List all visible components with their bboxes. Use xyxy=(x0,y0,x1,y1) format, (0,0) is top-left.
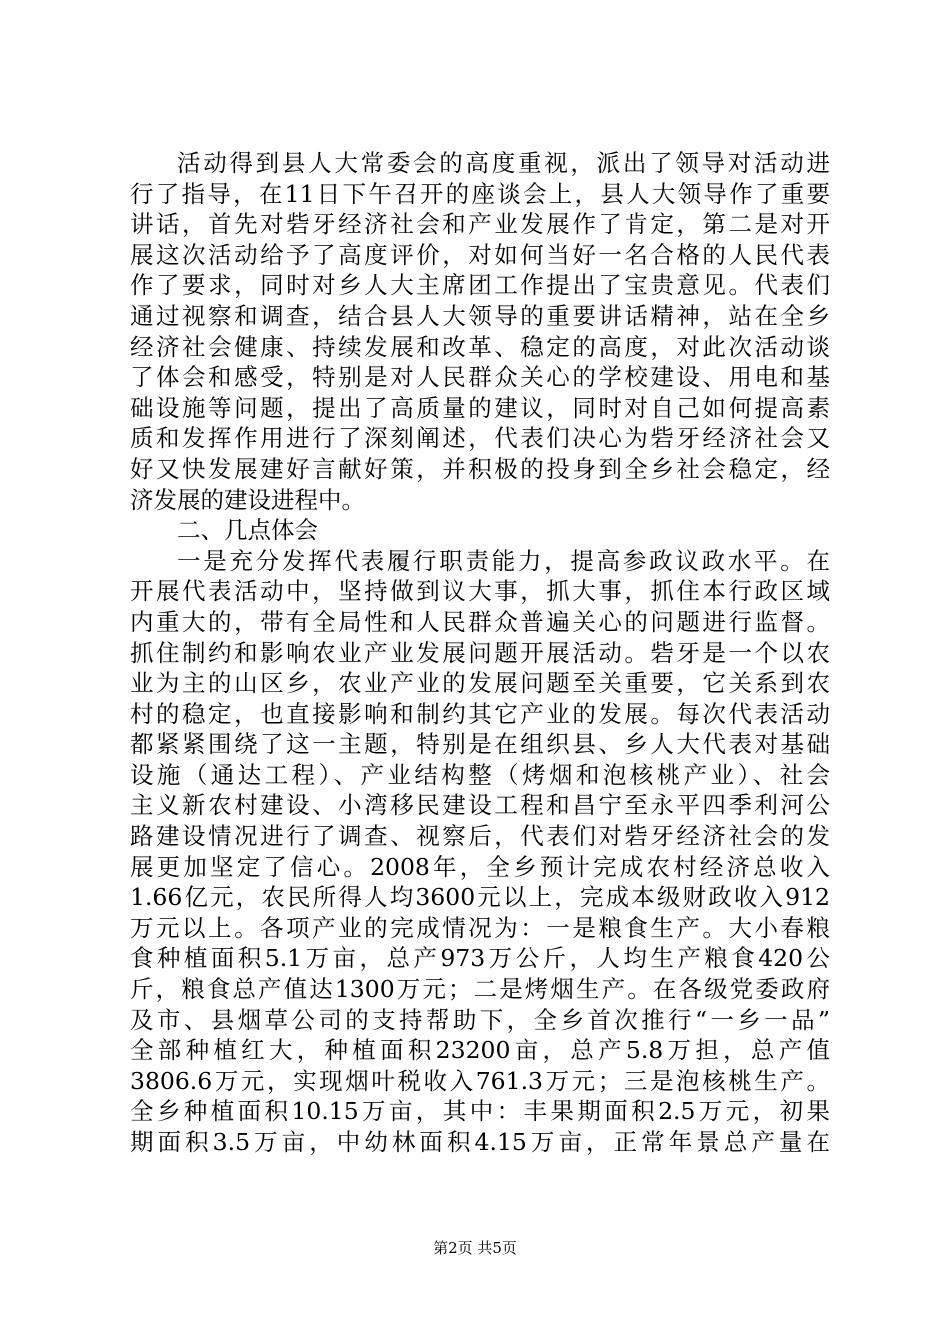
text-line: 1.66亿元，农民所得人均3600元以上，完成本级财政收入912 xyxy=(130,883,830,912)
text-line: 通过视察和调查，结合县人大领导的重要讲话精神，站在全乡 xyxy=(130,301,830,330)
text-line: 设施（通达工程）、产业结构整（烤烟和泡核桃产业）、社会 xyxy=(130,760,830,789)
text-line: 3806.6万元，实现烟叶税收入761.3万元；三是泡核桃生产。 xyxy=(130,1066,830,1095)
text-line: 及市、县烟草公司的支持帮助下，全乡首次推行“一乡一品” xyxy=(130,1005,830,1034)
text-line: 好又快发展建好言献好策，并积极的投身到全乡社会稳定，经 xyxy=(130,454,830,483)
text-line: 都紧紧围绕了这一主题，特别是在组织县、乡人大代表对基础 xyxy=(130,730,830,759)
text-line: 主义新农村建设、小湾移民建设工程和昌宁至永平四季利河公 xyxy=(130,791,830,820)
text-line: 斤，粮食总产值达1300万元；二是烤烟生产。在各级党委政府 xyxy=(130,975,830,1004)
text-line: 作了要求，同时对乡人大主席团工作提出了宝贵意见。代表们 xyxy=(130,271,830,300)
text-line: 了体会和感受，特别是对人民群众关心的学校建设、用电和基 xyxy=(130,363,830,392)
page-number-footer: 第2页 共5页 xyxy=(433,1239,517,1257)
text-line: 讲话，首先对砦牙经济社会和产业发展作了肯定，第二是对开 xyxy=(130,210,830,239)
text-line: 展这次活动给予了高度评价，对如何当好一名合格的人民代表 xyxy=(130,240,830,269)
text-line: 全部种植红大，种植面积23200亩，总产5.8万担，总产值 xyxy=(130,1036,830,1065)
text-line: 一是充分发挥代表履行职责能力，提高参政议政水平。在 xyxy=(177,546,830,575)
text-line: 内重大的，带有全局性和人民群众普遍关心的问题进行监督。 xyxy=(130,607,830,636)
text-line: 业为主的山区乡，农业产业的发展问题至关重要，它关系到农 xyxy=(130,669,830,698)
text-line: 开展代表活动中，坚持做到议大事，抓大事，抓住本行政区域 xyxy=(130,577,830,606)
text-line: 路建设情况进行了调查、视察后，代表们对砦牙经济社会的发 xyxy=(130,822,830,851)
text-line: 活动得到县人大常委会的高度重视，派出了领导对活动进 xyxy=(177,149,830,177)
text-line: 质和发挥作用进行了深刻阐述，代表们决心为砦牙经济社会又 xyxy=(130,424,830,453)
text-line: 展更加坚定了信心。2008年，全乡预计完成农村经济总收入 xyxy=(130,852,830,881)
text-line: 经济社会健康、持续发展和改革、稳定的高度，对此次活动谈 xyxy=(130,332,830,361)
text-line: 村的稳定，也直接影响和制约其它产业的发展。每次代表活动 xyxy=(130,699,830,728)
body-text xyxy=(130,148,830,1158)
text-line: 行了指导，在11日下午召开的座谈会上，县人大领导作了重要 xyxy=(130,179,830,208)
text-line: 食种植面积5.1万亩，总产973万公斤，人均生产粮食420公 xyxy=(130,944,830,973)
text-line: 全乡种植面积10.15万亩，其中：丰果期面积2.5万元，初果 xyxy=(130,1097,830,1126)
text-line: 万元以上。各项产业的完成情况为：一是粮食生产。大小春粮 xyxy=(130,913,830,942)
text-line: 期面积3.5万亩，中幼林面积4.15万亩，正常年景总产量在 xyxy=(130,1128,830,1156)
section-heading: 二、几点体会 xyxy=(177,516,318,545)
text-line: 济发展的建设进程中。 xyxy=(130,485,365,514)
text-line: 抓住制约和影响农业产业发展问题开展活动。砦牙是一个以农 xyxy=(130,638,830,667)
text-line: 础设施等问题，提出了高质量的建议，同时对自己如何提高素 xyxy=(130,393,830,422)
